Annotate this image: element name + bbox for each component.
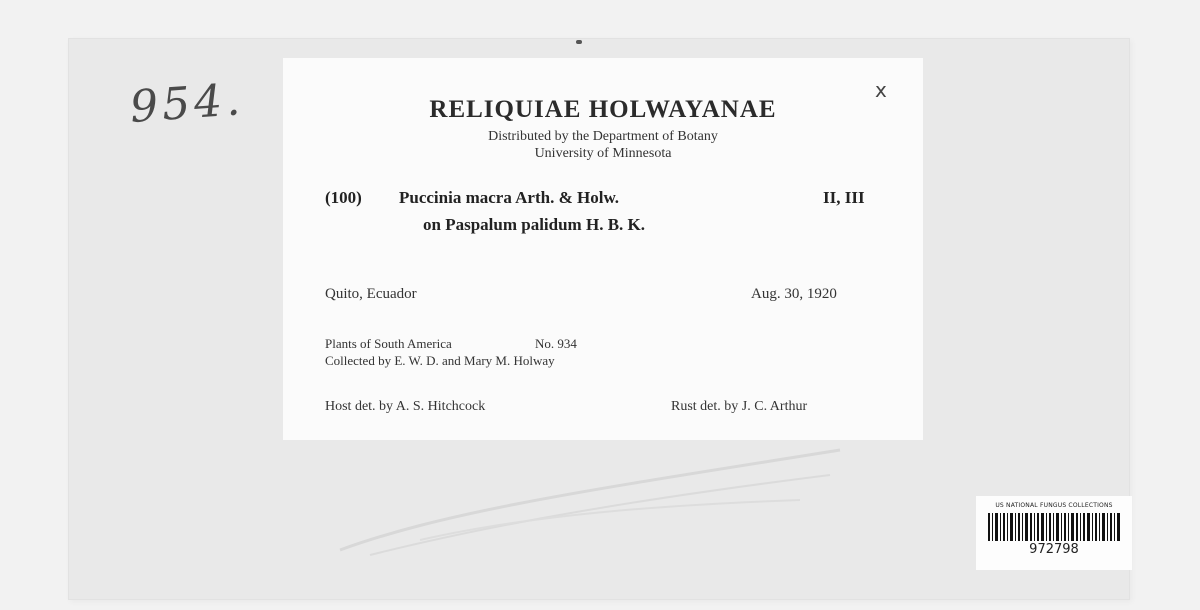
- spore-stages: II, III: [823, 188, 865, 207]
- locality: Quito, Ecuador: [325, 286, 417, 302]
- host-plant: on Paspalum palidum H. B. K.: [423, 215, 646, 234]
- barcode-icon: [988, 513, 1120, 541]
- faint-specimen-grass: [330, 430, 850, 560]
- barcode-label: [976, 496, 1132, 570]
- rust-determiner: Rust det. by J. C. Arthur: [671, 399, 808, 414]
- barcode-collection-name: US NATIONAL FUNGUS COLLECTIONS: [995, 502, 1113, 509]
- sheet-mark: [576, 40, 582, 44]
- series-name: Plants of South America: [325, 336, 452, 351]
- label-university: University of Minnesota: [534, 146, 672, 161]
- species-name: Puccinia macra Arth. & Holw.: [399, 188, 620, 207]
- barcode-number: 972798: [1029, 542, 1079, 557]
- host-determiner: Host det. by A. S. Hitchcock: [325, 399, 486, 414]
- collectors: Collected by E. W. D. and Mary M. Holway: [325, 353, 555, 368]
- collection-date: Aug. 30, 1920: [751, 286, 837, 302]
- label-distributor: Distributed by the Department of Botany: [488, 129, 718, 144]
- series-number: No. 934: [535, 336, 577, 351]
- specimen-label: [283, 58, 923, 440]
- handwritten-accession-number: 954.: [128, 74, 246, 133]
- label-corner-mark: x: [875, 78, 887, 102]
- specimen-number: (100): [325, 188, 362, 207]
- label-title: RELIQUIAE HOLWAYANAE: [429, 96, 777, 123]
